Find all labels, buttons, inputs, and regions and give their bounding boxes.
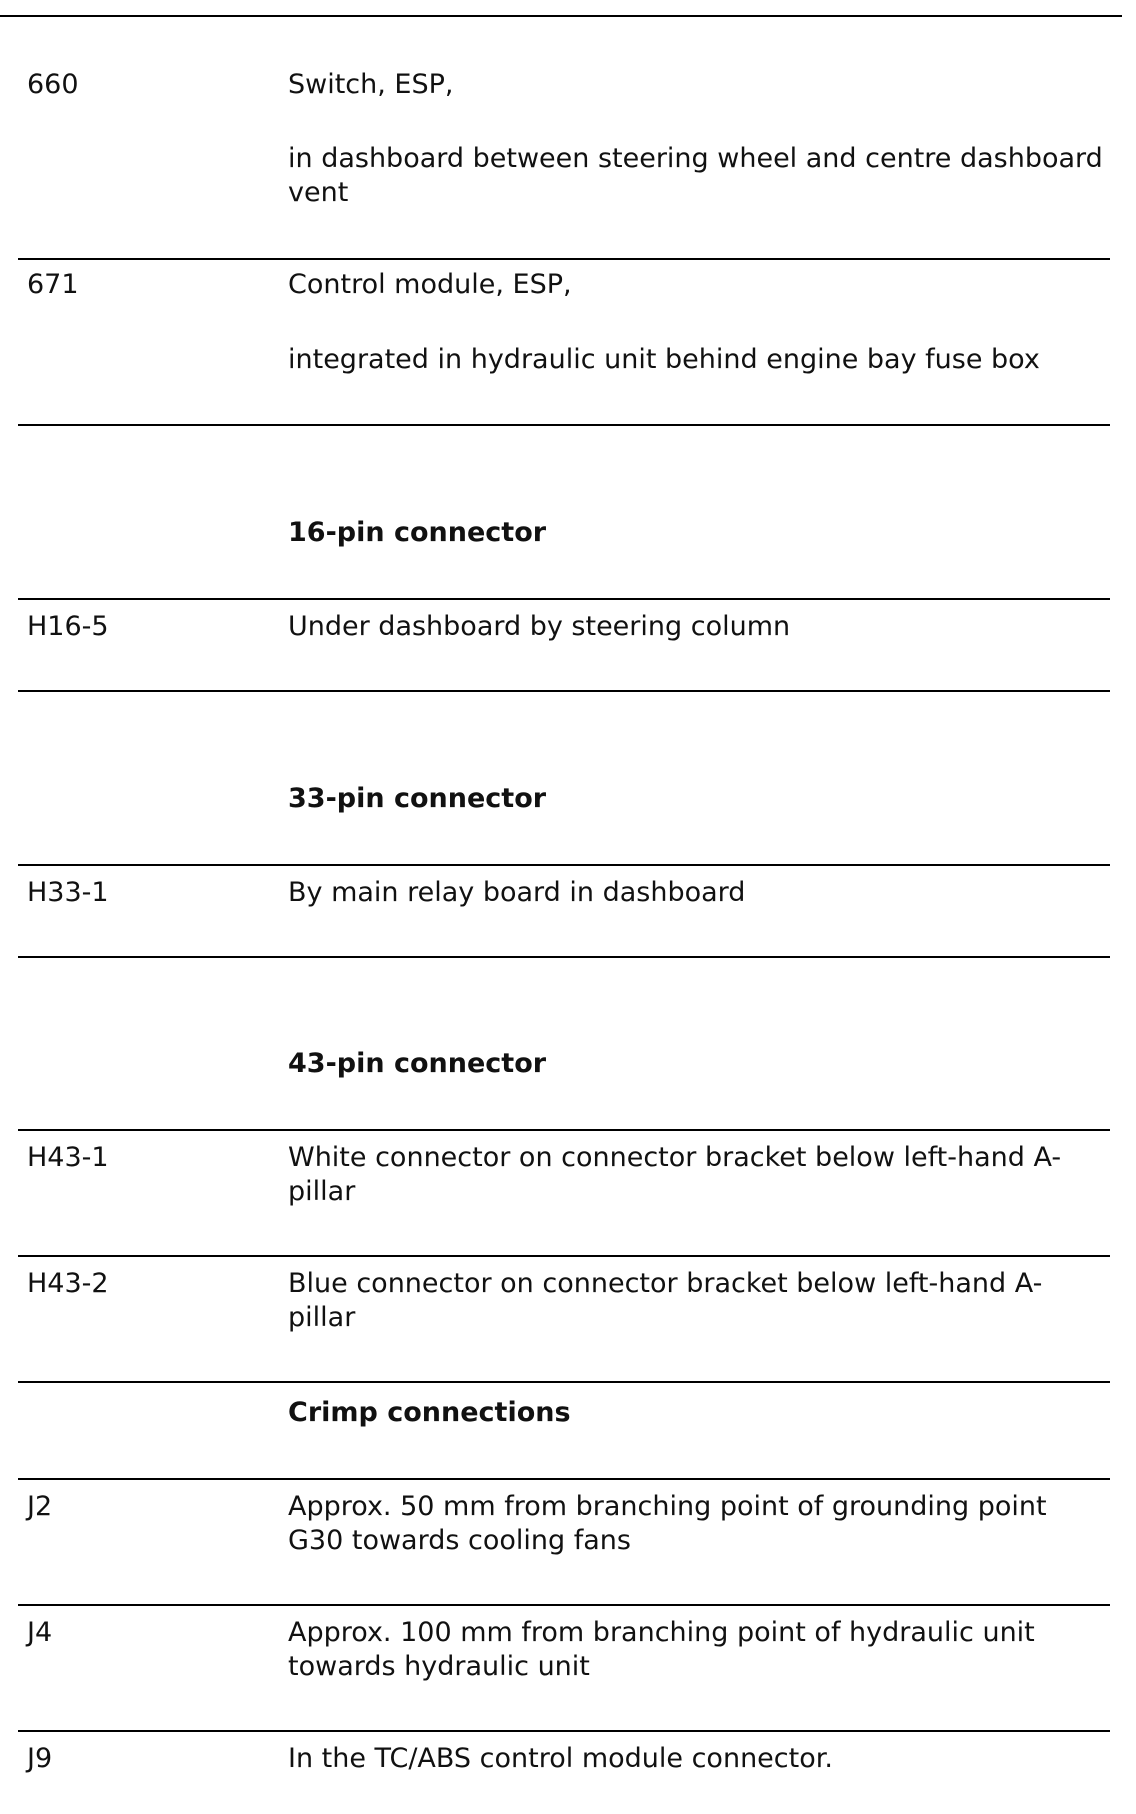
connector-location: White connector on connector bracket below left-hand A-pillar	[288, 1142, 1062, 1207]
crimp-location: Approx. 100 mm from branching point of hydraulic unit towards hydraulic unit	[288, 1617, 1035, 1682]
section-heading: Crimp connections	[288, 1397, 571, 1428]
connector-code: H43-2	[27, 1268, 109, 1299]
section-heading: 16-pin connector	[288, 517, 547, 548]
connector-code: H43-1	[27, 1142, 109, 1173]
connector-location: Blue connector on connector bracket below left-hand A-pillar	[288, 1268, 1043, 1333]
component-location: integrated in hydraulic unit behind engine bay fuse box	[288, 344, 1040, 375]
connector-code: H16-5	[27, 611, 109, 642]
connector-location: By main relay board in dashboard	[288, 877, 746, 908]
crimp-code: J2	[27, 1491, 53, 1522]
row-divider	[18, 424, 1110, 426]
row-divider	[18, 598, 1110, 600]
table-top-rule	[0, 15, 1122, 17]
row-divider	[18, 864, 1110, 866]
component-description: Switch, ESP,	[288, 69, 454, 100]
row-divider	[18, 1129, 1110, 1131]
component-description: Control module, ESP,	[288, 269, 572, 300]
component-location: in dashboard between steering wheel and centre dashboard vent	[288, 143, 1103, 208]
row-divider	[18, 1604, 1110, 1606]
row-divider	[18, 1381, 1110, 1383]
section-heading: 33-pin connector	[288, 783, 547, 814]
row-divider	[18, 258, 1110, 260]
row-divider	[18, 1730, 1110, 1732]
row-divider	[18, 1255, 1110, 1257]
crimp-location: Approx. 50 mm from branching point of grounding point G30 towards cooling fans	[288, 1491, 1047, 1556]
connector-code: H33-1	[27, 877, 109, 908]
row-divider	[18, 690, 1110, 692]
connector-location: Under dashboard by steering column	[288, 611, 791, 642]
crimp-location: In the TC/ABS control module connector.	[288, 1743, 833, 1774]
component-code: 660	[27, 69, 79, 100]
row-divider	[18, 956, 1110, 958]
crimp-code: J9	[27, 1743, 53, 1774]
section-heading: 43-pin connector	[288, 1048, 547, 1079]
row-divider	[18, 1478, 1110, 1480]
component-code: 671	[27, 269, 79, 300]
crimp-code: J4	[27, 1617, 53, 1648]
